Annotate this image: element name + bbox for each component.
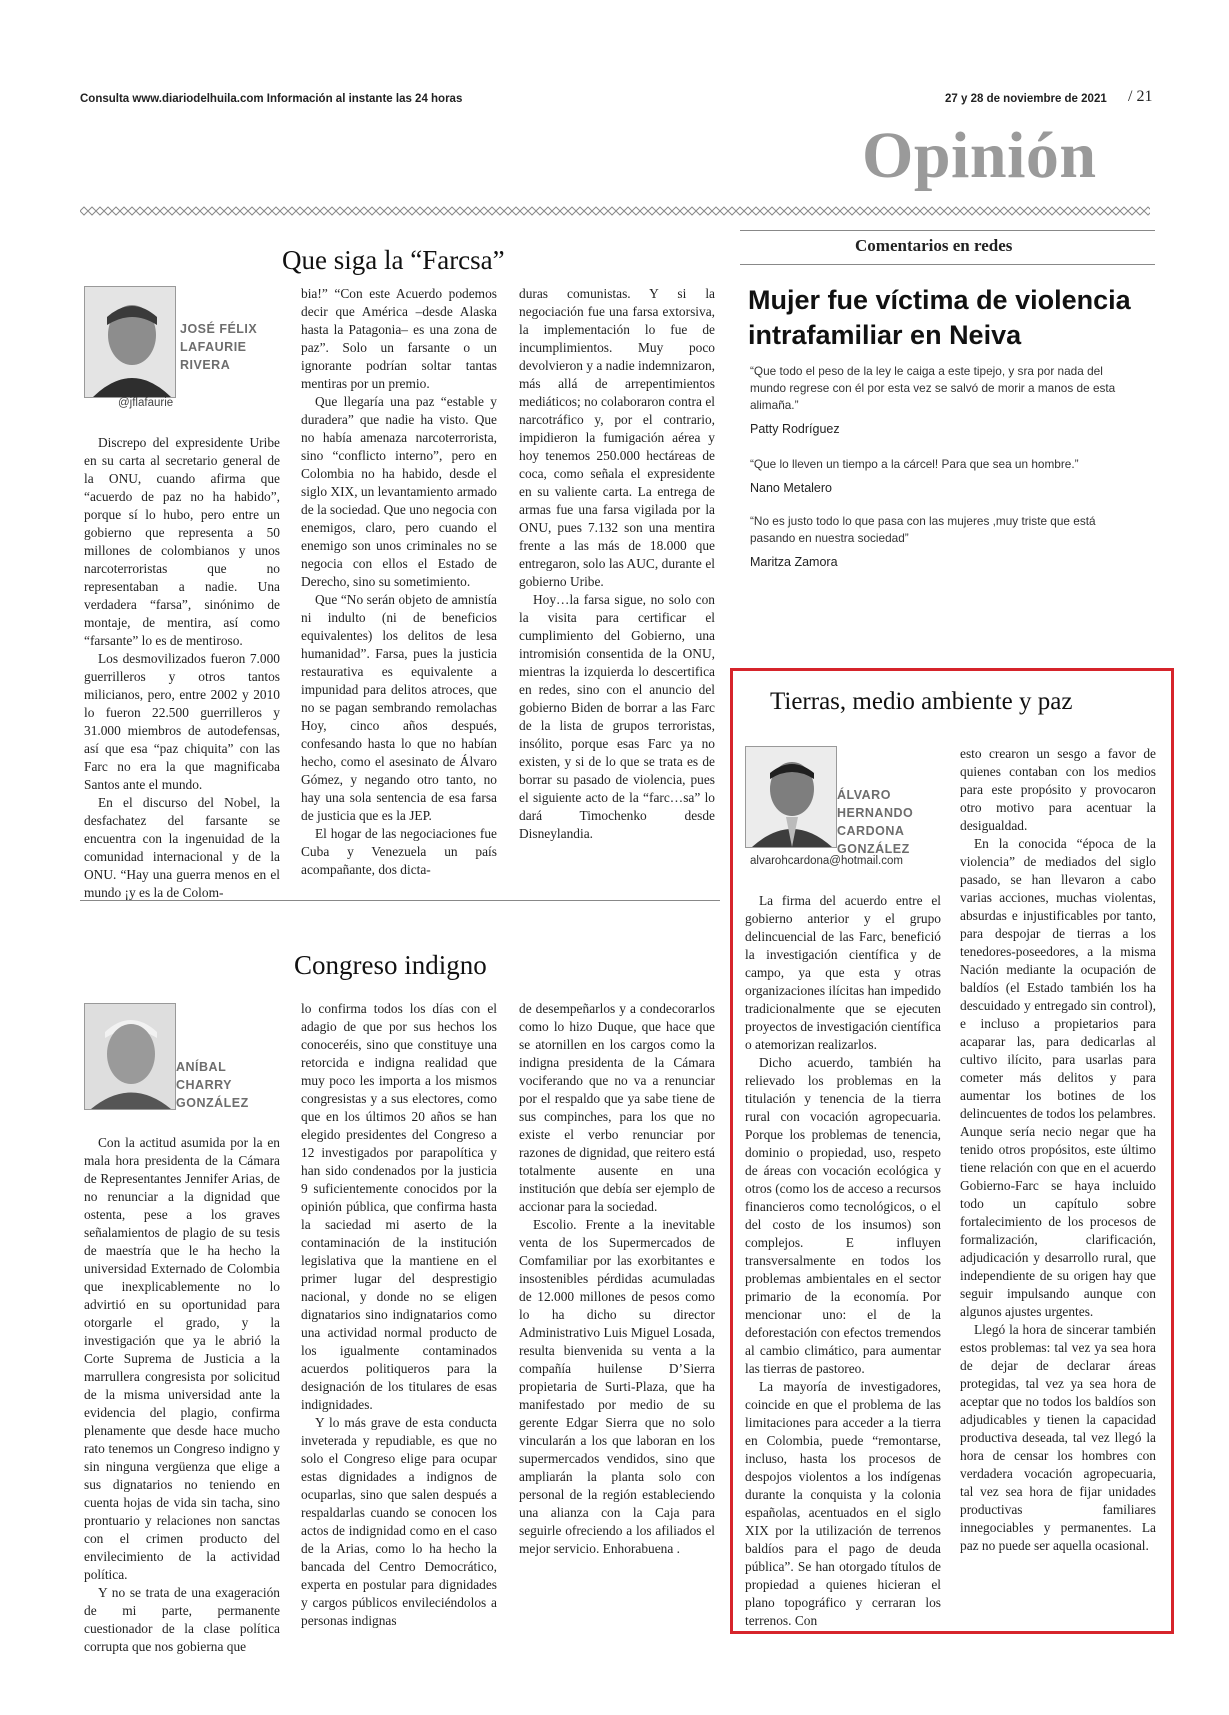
section-title: Opinión [862,119,1097,192]
author-photo [84,1003,176,1110]
article-column-1 [745,892,941,1630]
paragraph: lo confirma todos los días con el adagio de que por sus hechos los conoceréis, sino que constituye una retorcida e indigna realidad que muy poco les importa a los mismos congresistas y a sus electores, como que en los últimos 20 años se han elegido presidentes del Congreso a 12 investigados por parapolítica y han sido condenados por la justicia 9 suficientemente conocidos por la opinión pública, que confirma hasta la saciedad mi aserto de la contaminación de la institución legislativa que la mantiene en el primer lugar del desprestigio nacional, y donde no se eligen dignatarios sino indignatarios como una actividad normal producto de los igualmente contaminados acuerdos politiqueros para la designación de los titulares de esas indignidades. [301,1001,497,1412]
author-byline: ANÍBAL CHARRY GONZÁLEZ [176,1060,249,1110]
article-title: Tierras, medio ambiente y paz [770,688,1073,715]
social-heading: Comentarios en redes [855,236,1013,255]
article-column-3 [519,1000,715,1558]
article-title: Congreso indigno [294,950,487,980]
paragraph: Y lo más grave de esta conducta inveterada y repudiable, es que no solo el Congreso elige para ocupar estas dignidades a indignos de ocuparlas, sino que salen después a respaldarlas cuando se conocen los actos de indignidad como en el caso de la Arias, como lo ha hecho la bancada del Centro Democrático, experta en postular para dignidades y cargos públicos envileciéndolos a personas indignas [301,1415,497,1628]
comment-author: Patty Rodríguez [750,422,840,436]
comment-text: “Que lo lleven un tiempo a la cárcel! Para que sea un hombre.” [750,457,1079,471]
article-column-3 [519,285,715,843]
article-column-1 [84,434,280,902]
paragraph: Hoy…la farsa sigue, no solo con la visita para certificar el cumplimiento del Gobierno, una intromisión consentida de la ONU, mientras la izquierda lo descertifica en redes, sino con el anuncio del gobierno Biden de borrar a las Farc de la lista de grupos terroristas, insólito, porque esas Farc ya no existen, y si de lo que se trata es de borrar su pasado de violencia, pues el siguiente acto de la “farc…sa” lo dará Timochenko desde Disneylandia. [519,592,715,841]
paragraph: Dicho acuerdo, también ha relievado los problemas en la titulación y tenencia de la tierra rural con vocación agropecuaria. Porque los problemas de tenencia, dominio o propiedad, uso, respeto de áreas con vocación ecológica y otros (como los de acceso a recursos financieros como tecnológicos, o el del costo de los insumos) son complejos. E influyen transversalmente en todos los problemas ambientales en el sector primario de la economía. Por mencionar uno: el de la deforestación con efectos tremendos al cambio climático, para aumentar las tierras de pastoreo. [745,1055,941,1376]
comment [750,513,1130,569]
issue-date: 27 y 28 de noviembre de 2021 [945,93,1107,105]
comment [750,456,1130,495]
paragraph: En el discurso del Nobel, la desfachatez del farsante se encuentra con la ingenuidad de la comunidad internacional y de la ONU. “Hay una guerra menos en el mundo ¡y es la de Colom- [84,795,280,900]
paragraph: duras comunistas. Y si la negociación fue una farsa extorsiva, la implementación lo fue de incumplimientos. Muy poco devolvieron y a nadie indemnizaron, más allá de arrepentimientos mediáticos; no colaboraron contra el narcotráfico y, por el contrario, impidieron la fumigación aérea y hoy tenemos 250.000 hectáreas de coca, como señala el expresidente en su valiente carta. La entrega de armas fue una farsa vigilada por la ONU, pues 7.132 son una mentira frente a las más de 18.000 que entregaron, solo las AUC, durante el gobierno Uribe. [519,286,715,589]
paragraph: En la conocida “época de la violencia” de mediados del siglo pasado, se han llevaron a cabo varias acciones, muchas violentas, absurdas e injustificables por tanto, para despojar de tierras a los tenedores-poseedores, a la misma Nación mediante la ocupación de baldíos (el Estado también los ha descuidado y entregado sin control), e incluso a propietarios para acaparar las, para dedicarlas al cultivo ilícito, para usarlas para cometer más delitos y para aumentar los botines de los delincuentes de todos los pelambres. Aunque sería necio negar que ha tenido otros propósitos, este último tiene relación con que en el acuerdo Gobierno-Farc se haya incluido todo un capítulo sobre fortalecimiento de los procesos de formalización, clarificación, adjudicación y desarrollo rural, que independiente de su origen hay que seguir impulsando aunque con algunos ajustes urgentes. [960,836,1156,1319]
author-photo [745,746,837,848]
author-photo [84,286,176,398]
paragraph: Que llegaría una paz “estable y duradera” que nadie ha visto. Que no había amenaza narcoterrorista, sino “conflicto interno”, pero en Colombia no ha habido, desde el siglo XIX, un levantamiento armado de la sociedad. Que uno negocia con enemigos, claro, pero cuando el enemigo son unos criminales no se negocia con ellos el Estado de Derecho, sino su sometimiento. [301,394,497,589]
author-byline: JOSÉ FÉLIX LAFAURIE RIVERA [180,322,258,372]
paragraph: Escolio. Frente a la inevitable venta de los Supermercados de Comfamiliar por las exorbitantes e insostenibles pérdidas acumuladas de 12.000 millones de pesos como lo ha dicho su director Administrativo Luis Miguel Losada, resulta bienvenida su venta a la compañía huilense D’Sierra propietaria de Surti-Plaza, que ha manifestado por medio de su gerente Edgar Sierra que no solo vincularán a los que laboran en los supermercados vendidos, sino que ampliarán la planta solo con personal de la región estableciendo una alianza con la Caja para seguirle ofreciendo a los afiliados el mejor servicio. Enhorabuena . [519,1217,715,1556]
social-divider-top [740,230,1155,231]
paragraph: Que “No serán objeto de amnistía ni indulto (ni de beneficios equivalentes) los delitos de lesa humanidad”. Farsa, pues la justicia restaurativa es equivalente a impunidad para delitos atroces, que no se pagan sembrando remolachas Hoy, cinco años después, confesando hasta lo que no habían hecho, como el asesinato de Álvaro Gómez, y negando otro tanto, no hay una sola sentencia de esa farsa de justicia que es la JEP. [301,592,497,823]
page-number: / 21 [1128,88,1153,105]
comment-author: Maritza Zamora [750,555,838,569]
paragraph: bia!” “Con este Acuerdo podemos decir que América –desde Alaska hasta la Patagonia– es una zona de paz”. Solo un farsante o un ignorante podrían soltar tantas mentiras por un premio. [301,286,497,391]
comment-text: “No es justo todo lo que pasa con las mujeres ,muy triste que está pasando en nuestra sociedad” [750,514,1096,545]
paragraph: El hogar de las negociaciones fue Cuba y Venezuela un país acompañante, dos dicta- [301,826,497,877]
article-column-2 [301,1000,497,1630]
paragraph: Los desmovilizados fueron 7.000 guerrilleros y otros tantos milicianos, pero, entre 2002 y 2010 lo fueron 22.500 guerrilleros y 31.000 miembros de autodefensas, así que esa “paz chiquita” con las Farc no era la que magnificaba Santos ante el mundo. [84,651,280,792]
paragraph: de desempeñarlos y a condecorarlos como lo hizo Duque, que hace que se atornillen en los cargos como la indigna presidenta de la Cámara vociferando que no va a renunciar por el respaldo que ya sabe tiene de sus compinches, para los que no existe el verbo renunciar por razones de dignidad, que reitero está totalmente ausente en una institución que debía ser ejemplo de accionar para la sociedad. [519,1001,715,1214]
paragraph: Llegó la hora de sincerar también estos problemas: tal vez ya sea hora de dejar de declarar áreas protegidas, tal vez ya sea hora de aceptar que no todos los baldíos son adjudicables y tienen la capacidad productiva deseada, tal vez llegó la hora de censar los hombres con verdadera vocación agropecuaria, tal vez sea hora de fijar unidades productivas familiares innegociables y permanentes. La paz no puede ser aquella ocasional. [960,1322,1156,1553]
paragraph: esto crearon un sesgo a favor de quienes contaban con los medios para este propósito y provocaron otro motivo para acentuar la desigualdad. [960,746,1156,833]
article-column-2 [301,285,497,879]
article-column-1 [84,1134,280,1656]
social-divider [740,264,1155,265]
comment-text: “Que todo el peso de la ley le caiga a este tipejo, y sra por nada del mundo regrese con él por esta vez se salvó de morir a manos de esta alimaña.” [750,364,1116,412]
comment [750,363,1130,436]
paragraph: La firma del acuerdo entre el gobierno anterior y el grupo delincuencial de las Farc, benefició la investigación científica y de campo, ya que esta y otras organizaciones ilícitas han impedido tradicionalmente que se ejecuten proyectos de investigación científica o atemorizan realizarlos. [745,893,941,1052]
social-article-title: Mujer fue víctima de violencia intrafamiliar en Neiva [748,285,1131,350]
article-column-2 [960,745,1156,1555]
paragraph: Con la actitud asumida por la en mala hora presidenta de la Cámara de Representantes Jennifer Arias, de no renunciar a la dignidad que ostenta, pese a los graves señalamientos de plagio de su tesis de maestría que le ha hecho la universidad Externado de Colombia que inexplicablemente no lo advirtió en su oportunidad para otorgarle el grado, y la investigación que ya le abrió la Corte Suprema de Justicia a la marrullera congresista por solicitud de la misma universidad ante la evidencia del plagio, confirma plenamente que desde hace mucho rato tenemos un Congreso indigno y sin ninguna vergüenza que elige a sus dignatarios no teniendo en cuenta hojas de vida sin tacha, sino prontuario y relaciones non sanctas con el crimen producto del envilecimiento de la actividad política. [84,1135,280,1582]
paragraph: Y no se trata de una exageración de mi parte, permanente cuestionador de la clase política corrupta que nos gobierna que [84,1585,280,1654]
author-social-handle: @jflafaurie [118,397,174,409]
comment-author: Nano Metalero [750,481,832,495]
author-byline: ÁLVARO HERNANDO CARDONA GONZÁLEZ [837,788,914,856]
article-title: Que siga la “Farcsa” [282,245,505,275]
section-divider [80,900,720,901]
paragraph: La mayoría de investigadores, coincide en que el problema de las limitaciones para acceder a la tierra en Colombia, puede “remontarse, incluso, hasta los procesos de despojos violentos a los indígenas durante la conquista y la colonia españolas, acentuados en el siglo XIX por la utilización de terrenos baldíos para el pago de deuda pública”. Se han otorgado títulos de propiedad a quienes hicieran el plano topográfico y cerraran los terrenos. Con [745,1379,941,1628]
decorative-zigzag-rule [80,205,1150,217]
author-email: alvarohcardona@hotmail.com [750,855,903,867]
site-tagline: Consulta www.diariodelhuila.com Información al instante las 24 horas [80,93,463,105]
paragraph: Discrepo del expresidente Uribe en su carta al secretario general de la ONU, cuando afirma que “acuerdo de paz no ha habido”, porque sí lo hubo, pero entre un gobierno que representa a 50 millones de colombianos y unos narcoterroristas que no representaban a nadie. Una verdadera “farsa”, sinónimo de montaje, de mentira, así como “farsante” lo es de mentiroso. [84,435,280,648]
